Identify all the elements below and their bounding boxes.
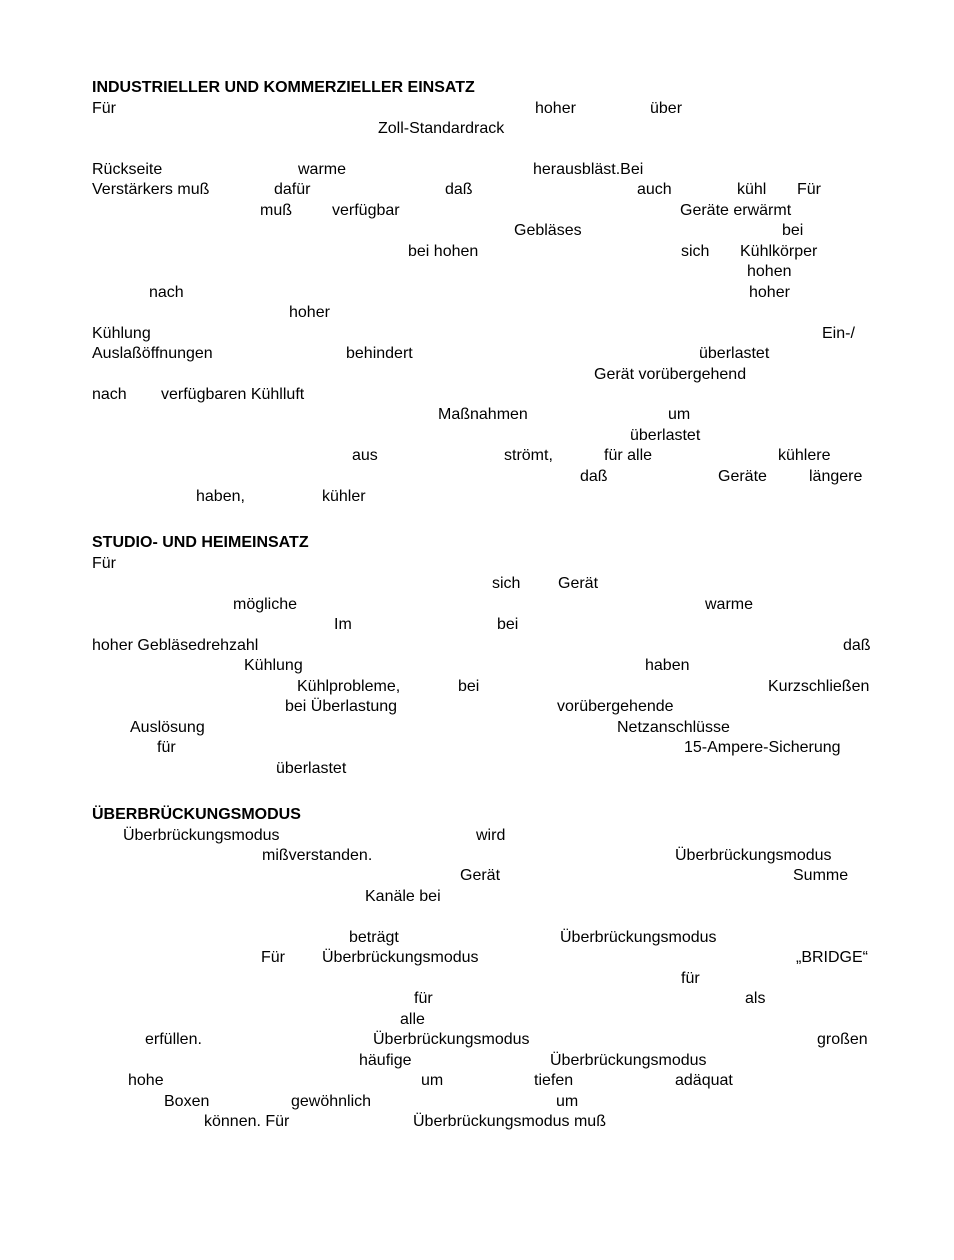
word: Geräte [718, 468, 767, 485]
word: hoher [289, 304, 330, 321]
word: Gerät [558, 575, 599, 592]
word: Kurzschließen [768, 678, 870, 695]
section-heading-studio: STUDIO- UND HEIMEINSATZ [92, 534, 309, 551]
word: großen [817, 1031, 868, 1048]
word: mögliche [233, 596, 298, 613]
word: behindert [346, 345, 413, 362]
word: Im [334, 616, 352, 633]
section-heading-bridge: ÜBERBRÜCKUNGSMODUS [92, 806, 301, 823]
word: Gebläses [514, 222, 582, 239]
word: Überbrückungsmodus [373, 1031, 530, 1048]
word: muß [260, 202, 292, 219]
word: um [556, 1093, 579, 1110]
word: sich [681, 243, 710, 260]
word: sich [492, 575, 521, 592]
section-heading-industrial: INDUSTRIELLER UND KOMMERZIELLER EINSATZ [92, 79, 475, 96]
word: warme [298, 161, 347, 178]
word: Überbrückungsmodus [550, 1052, 707, 1069]
word: warme [705, 596, 754, 613]
word: Kühlung [244, 657, 303, 674]
word: Für [261, 949, 285, 966]
word: nach [92, 386, 127, 403]
word: Netzanschlüsse [617, 719, 730, 736]
word: bei Überlastung [285, 698, 398, 715]
word: 15-Ampere-Sicherung [684, 739, 841, 756]
word: Maßnahmen [438, 406, 528, 423]
word: Verstärkers muß [92, 181, 210, 198]
word: Für [92, 100, 116, 117]
word: „BRIDGE“ [796, 949, 868, 966]
word: Zoll-Standardrack [378, 120, 505, 137]
word: kühlere [778, 447, 831, 464]
word: Auslösung [130, 719, 205, 736]
word: Überbrückungsmodus [560, 929, 717, 946]
word: für [414, 990, 433, 1007]
word: tiefen [534, 1072, 574, 1089]
word: Kühlung [92, 325, 151, 342]
word: hohe [128, 1072, 164, 1089]
word: Kühlprobleme, [297, 678, 401, 695]
word: haben, [196, 488, 245, 505]
word: als [745, 990, 766, 1007]
word: häufige [359, 1052, 412, 1069]
word: Kühlkörper [740, 243, 818, 260]
word: Boxen [164, 1093, 210, 1110]
word: daß [445, 181, 473, 198]
word: Für [797, 181, 821, 198]
word: überlastet [699, 345, 770, 362]
word: Rückseite [92, 161, 163, 178]
word: längere [809, 468, 863, 485]
word: Gerät vorübergehend [594, 366, 747, 383]
word: kühler [322, 488, 366, 505]
word: Auslaßöffnungen [92, 345, 213, 362]
word: verfügbaren Kühlluft [161, 386, 305, 403]
word: um [421, 1072, 444, 1089]
word: kühl [737, 181, 767, 198]
word: wird [476, 827, 506, 844]
word: verfügbar [332, 202, 400, 219]
word: überlastet [276, 760, 347, 777]
word: Überbrückungsmodus muß [413, 1113, 606, 1130]
word: Summe [793, 867, 849, 884]
word: Überbrückungsmodus [322, 949, 479, 966]
word: erfüllen. [145, 1031, 202, 1048]
word: hoher [749, 284, 790, 301]
word: hoher Gebläsedrehzahl [92, 637, 259, 654]
word: strömt, [504, 447, 553, 464]
word: überlastet [630, 427, 701, 444]
word: Überbrückungsmodus [675, 847, 832, 864]
word: für [681, 970, 700, 987]
word: vorübergehende [557, 698, 674, 715]
word: für [157, 739, 176, 756]
word: um [668, 406, 691, 423]
word: Kanäle bei [365, 888, 441, 905]
word: mißverstanden. [262, 847, 373, 864]
word: Ein-/ [822, 325, 855, 342]
word: bei hohen [408, 243, 479, 260]
word: gewöhnlich [291, 1093, 372, 1110]
word: beträgt [349, 929, 399, 946]
word: aus [352, 447, 378, 464]
word: alle [400, 1011, 425, 1028]
word: bei [782, 222, 804, 239]
word: nach [149, 284, 184, 301]
word: daß [580, 468, 608, 485]
word: Für [92, 555, 116, 572]
word: hohen [747, 263, 792, 280]
word: Gerät [460, 867, 501, 884]
word: daß [843, 637, 871, 654]
word: über [650, 100, 683, 117]
word: adäquat [675, 1072, 733, 1089]
word: für alle [604, 447, 653, 464]
word: Überbrückungsmodus [123, 827, 280, 844]
word: auch [637, 181, 672, 198]
word: hoher [535, 100, 576, 117]
word: bei [497, 616, 519, 633]
word: herausbläst.Bei [533, 161, 644, 178]
word: haben [645, 657, 690, 674]
word: können. Für [204, 1113, 290, 1130]
word: bei [458, 678, 480, 695]
word: Geräte erwärmt [680, 202, 792, 219]
word: dafür [274, 181, 311, 198]
